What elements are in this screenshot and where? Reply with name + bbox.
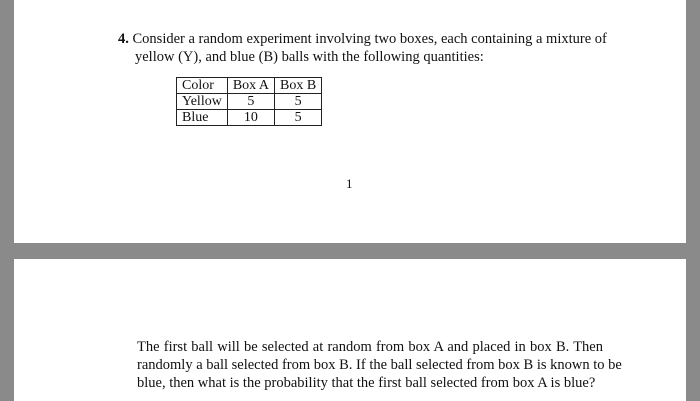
paragraph-line-1: The first ball will be selected at random from box A and placed in box B. Then [137, 339, 603, 355]
question-number: 4. [118, 31, 129, 47]
header-box-b: Box B [275, 78, 322, 94]
question-line-1 [118, 30, 607, 48]
header-color: Color [177, 78, 228, 94]
table-row [177, 110, 322, 126]
cell-box-a: 10 [227, 110, 274, 126]
question-text-1: Consider a random experiment involving two boxes, each containing a mixture of [132, 31, 607, 47]
table-row [177, 94, 322, 110]
quantities-table [176, 77, 322, 126]
header-box-a: Box A [227, 78, 274, 94]
table-header-row [177, 78, 322, 94]
cell-color: Blue [177, 110, 228, 126]
paragraph-line-3: blue, then what is the probability that the first ball selected from box A is blue? [137, 375, 596, 391]
cell-box-a: 5 [227, 94, 274, 110]
paragraph-line-2: randomly a ball selected from box B. If the ball selected from box B is known to be [137, 357, 622, 373]
page-2 [14, 259, 686, 401]
page-number: 1 [346, 176, 353, 191]
question-line-2: yellow (Y), and blue (B) balls with the following quantities: [135, 49, 484, 65]
cell-color: Yellow [177, 94, 228, 110]
cell-box-b: 5 [275, 110, 322, 126]
page-1 [14, 0, 686, 243]
cell-box-b: 5 [275, 94, 322, 110]
